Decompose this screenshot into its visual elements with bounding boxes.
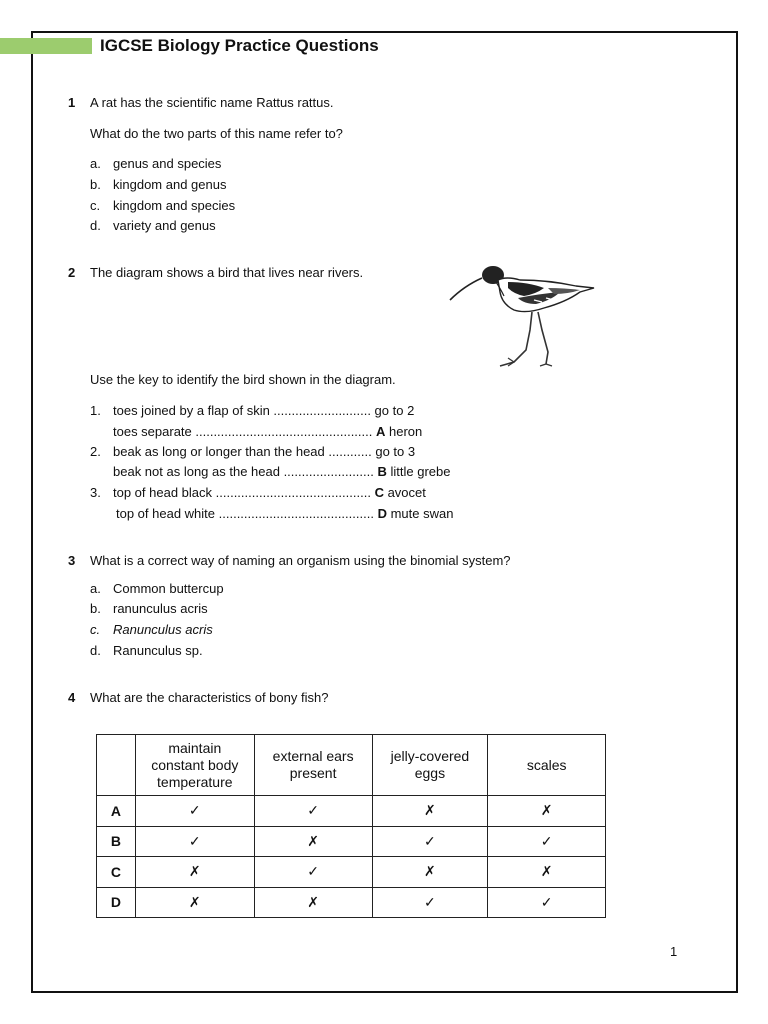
table-row[interactable] — [97, 796, 606, 827]
table-cell: ✗ — [135, 857, 254, 888]
table-cell: ✓ — [372, 887, 488, 918]
table-cell: ✗ — [254, 826, 372, 857]
avocet-bird-illustration — [448, 258, 598, 370]
table-cell: ✓ — [135, 796, 254, 827]
header-corner-cell — [97, 735, 136, 796]
key-step-2b: beak not as long as the head ......................... B little grebe — [113, 464, 451, 479]
table-cell: ✓ — [488, 887, 606, 918]
table-cell: ✗ — [488, 857, 606, 888]
table-cell: ✗ — [372, 857, 488, 888]
table-cell: ✓ — [254, 857, 372, 888]
key-step-1a: 1. toes joined by a flap of skin ........................... go to 2 — [90, 403, 415, 418]
row-label: C — [97, 857, 136, 888]
key-step-3b: top of head white ........................................... D mute swan — [116, 506, 454, 521]
table-cell: ✓ — [254, 796, 372, 827]
q3-option-a[interactable]: a. Common buttercup — [90, 581, 224, 596]
question-1-prompt: What do the two parts of this name refer to? — [90, 126, 343, 141]
table-cell: ✗ — [488, 796, 606, 827]
q3-option-d[interactable]: d. Ranunculus sp. — [90, 643, 203, 658]
question-4-stem: What are the characteristics of bony fish? — [90, 690, 329, 705]
question-1-number: 1 — [68, 95, 76, 110]
row-label: B — [97, 826, 136, 857]
question-2-number: 2 — [68, 265, 76, 280]
q3-option-c[interactable]: c. Ranunculus acris — [90, 622, 213, 637]
question-3-stem: What is a correct way of naming an organism using the binomial system? — [90, 553, 511, 568]
header-accent-tab — [0, 38, 92, 54]
table-cell: ✓ — [372, 826, 488, 857]
question-2-prompt: Use the key to identify the bird shown in the diagram. — [90, 372, 396, 387]
header-constant-body-temp: maintain constant body temperature — [135, 735, 254, 796]
table-row[interactable] — [97, 857, 606, 888]
q1-option-a[interactable]: a. genus and species — [90, 156, 222, 171]
q3-option-b[interactable]: b. ranunculus acris — [90, 601, 208, 616]
table-cell: ✗ — [372, 796, 488, 827]
q1-option-b[interactable]: b. kingdom and genus — [90, 177, 227, 192]
row-label: D — [97, 887, 136, 918]
q1-option-d[interactable]: d. variety and genus — [90, 218, 216, 233]
header-scales: scales — [488, 735, 606, 796]
table-cell: ✓ — [488, 826, 606, 857]
table-header-row — [97, 735, 606, 796]
header-jelly-covered-eggs: jelly-covered eggs — [372, 735, 488, 796]
question-4-number: 4 — [68, 690, 76, 705]
table-row[interactable] — [97, 826, 606, 857]
question-2-stem: The diagram shows a bird that lives near rivers. — [90, 265, 364, 280]
fish-characteristics-table — [96, 734, 606, 918]
page-title: IGCSE Biology Practice Questions — [100, 36, 379, 55]
key-step-2a: 2. beak as long or longer than the head ............ go to 3 — [90, 444, 416, 459]
key-step-1b: toes separate ................................................. A heron — [113, 424, 423, 439]
key-step-3a: 3. top of head black ........................................... C avocet — [90, 485, 426, 500]
page-number: 1 — [670, 944, 678, 959]
table-cell: ✗ — [254, 887, 372, 918]
question-1-stem: A rat has the scientific name Rattus rattus. — [90, 95, 334, 110]
table-row[interactable] — [97, 887, 606, 918]
header-external-ears: external ears present — [254, 735, 372, 796]
table-cell: ✓ — [135, 826, 254, 857]
question-3-number: 3 — [68, 553, 76, 568]
q1-option-c[interactable]: c. kingdom and species — [90, 198, 236, 213]
table-cell: ✗ — [135, 887, 254, 918]
row-label: A — [97, 796, 136, 827]
